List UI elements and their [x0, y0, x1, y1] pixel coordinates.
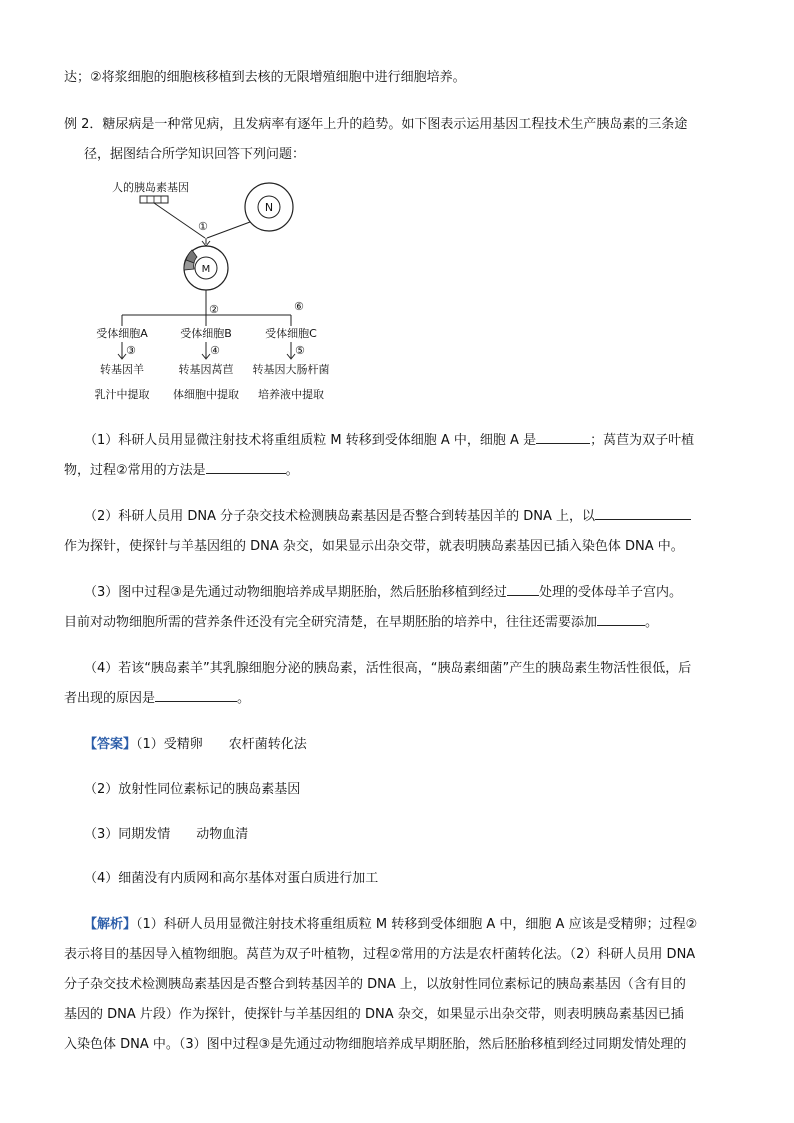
question-2-line-2: 作为探针，使探针与羊基因组的 DNA 杂交，如果显示出杂交带，就表明胰岛素基因已插入染色体 DNA 中。	[64, 539, 684, 554]
step-1-label: ①	[198, 220, 208, 233]
extract-culture-medium: 培养液中提取	[258, 388, 324, 401]
question-3-line-1: （3）图中过程③是先通过动物细胞培养成早期胚胎，然后胚胎移植到经过 处理的受体母羊子宫内。	[84, 585, 682, 600]
analysis-line-1: 【解析】（1）科研人员用显微注射技术将重组质粒 M 转移到受体细胞 A 中，细胞 A 应该是受精卵；过程②	[84, 917, 698, 932]
extract-milk: 乳汁中提取	[94, 388, 150, 401]
answer-line-3: （3）同期发情 动物血清	[84, 827, 249, 842]
answer-blank-1a	[536, 431, 590, 444]
answer-blank-1b	[206, 461, 286, 474]
analysis-tag: 【解析】	[84, 917, 137, 932]
answer-tag: 【答案】	[84, 737, 137, 752]
step-6-label: ⑥	[294, 300, 304, 313]
recipient-cell-c: 受体细胞C	[265, 327, 317, 340]
gene-engineering-diagram	[80, 170, 340, 410]
example-line-1	[64, 113, 687, 132]
analysis-line-3: 分子杂交技术检测胰岛素基因是否整合到转基因羊的 DNA 上，以放射性同位素标记的胰岛素基因（含有目的	[64, 977, 686, 992]
example-text-1: 糖尿病是一种常见病，且发病率有逐年上升的趋势。如下图表示运用基因工程技术生产胰岛素的三条途	[102, 117, 688, 132]
example-line-2: 径，据图结合所学知识回答下列问题：	[84, 147, 306, 162]
question-2-line-1: （2）科研人员用 DNA 分子杂交技术检测胰岛素基因是否整合到转基因羊的 DNA 上，以	[84, 505, 691, 524]
answer-blank-2	[595, 507, 691, 520]
cell-m-label: M	[201, 264, 211, 275]
analysis-line-5: 入染色体 DNA 中。（3）图中过程③是先通过动物细胞培养成早期胚胎，然后胚胎移植到经过同期发情处理的	[64, 1037, 687, 1052]
answer-line-1: 【答案】（1）受精卵 农杆菌转化法	[84, 737, 307, 752]
step-2-label: ②	[209, 303, 219, 316]
cell-n-label: N	[264, 201, 274, 214]
question-4-line-1: （4）若该“胰岛素羊”其乳腺细胞分泌的胰岛素，活性很高，“胰岛素细菌”产生的胰岛素生物活性很低，后	[84, 661, 692, 676]
question-1-line-1: （1）科研人员用显微注射技术将重组质粒 M 转移到受体细胞 A 中，细胞 A 是 ；莴苣为双子叶植	[84, 433, 695, 448]
step-3-label: ③	[126, 344, 136, 357]
plasmid-arrow	[207, 222, 250, 238]
extract-body-cells: 体细胞中提取	[173, 388, 239, 401]
answer-blank-3b	[597, 613, 645, 626]
gene-label: 人的胰岛素基因	[112, 181, 189, 194]
question-4-line-2: 者出现的原因是 。	[64, 691, 251, 706]
question-3-line-2: 目前对动物细胞所需的营养条件还没有完全研究清楚，在早期胚胎的培养中，往往还需要添加 。	[64, 615, 659, 630]
recipient-cell-a: 受体细胞A	[96, 327, 148, 340]
step-4-label: ④	[210, 344, 220, 357]
recipient-cell-b: 受体细胞B	[180, 327, 232, 340]
analysis-line-4: 基因的 DNA 片段）作为探针，使探针与羊基因组的 DNA 杂交，如果显示出杂交带，则表明胰岛素基因已插	[64, 1007, 684, 1022]
organism-ecoli: 转基因大肠杆菌	[252, 363, 330, 376]
step-5-label: ⑤	[295, 344, 305, 357]
organism-sheep: 转基因羊	[100, 363, 144, 376]
example-label: 例 2．	[64, 117, 103, 132]
answer-blank-3a	[507, 583, 539, 596]
intro-line: 达；②将浆细胞的细胞核移植到去核的无限增殖细胞中进行细胞培养。	[64, 70, 466, 85]
answer-line-4: （4）细菌没有内质网和高尔基体对蛋白质进行加工	[84, 871, 379, 886]
answer-blank-4	[155, 689, 237, 702]
analysis-line-2: 表示将目的基因导入植物细胞。莴苣为双子叶植物，过程②常用的方法是农杆菌转化法。（2）科研人员用 DNA	[64, 947, 696, 962]
question-1-line-2: 物，过程②常用的方法是 。	[64, 463, 299, 478]
answer-line-2: （2）放射性同位素标记的胰岛素基因	[84, 782, 301, 797]
organism-lettuce: 转基因莴苣	[178, 363, 234, 376]
